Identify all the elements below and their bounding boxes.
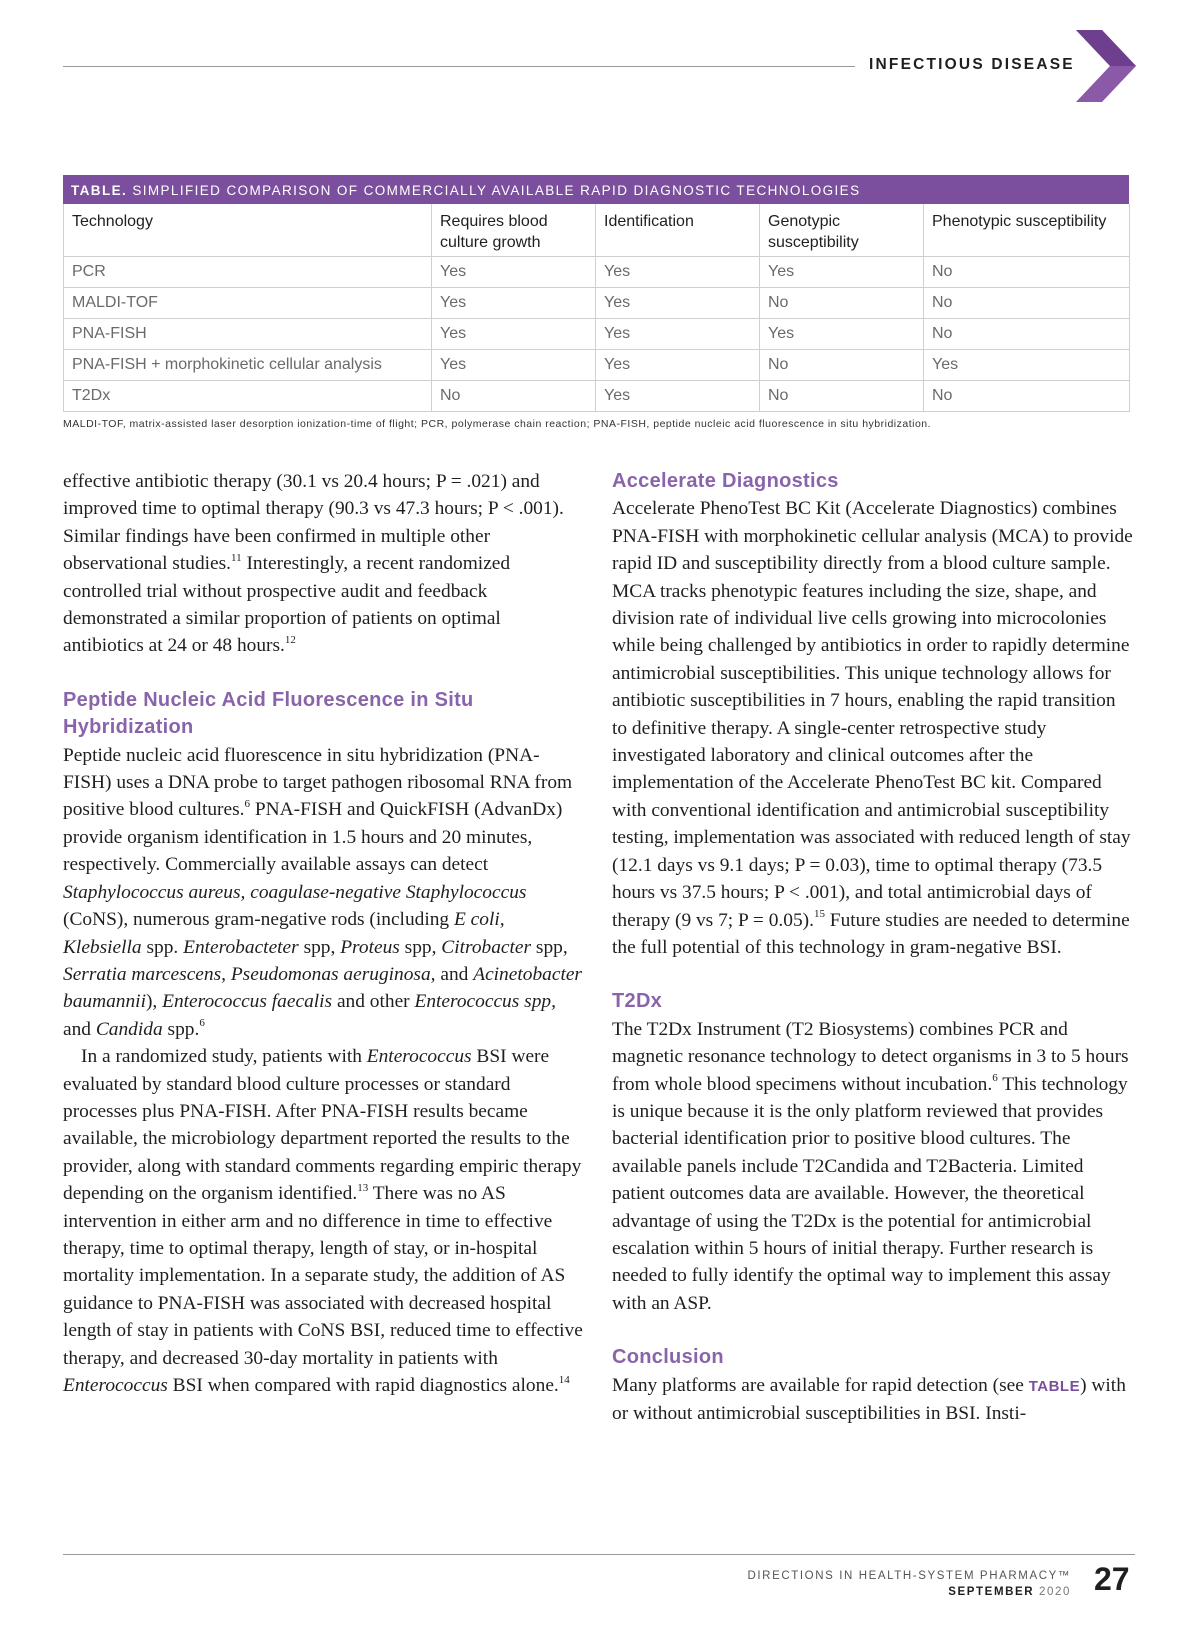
- text-run: PNA-FISH and QuickFISH (AdvanDx) provide organism identification in 1.5 hours and 20 minutes, respectively. Commercially available assays can detect: [63, 799, 563, 876]
- table-cell: No: [760, 380, 924, 411]
- paragraph: [63, 742, 583, 1043]
- table-cell: Yes: [432, 256, 596, 287]
- table-row: [64, 318, 1130, 349]
- text-run: In a randomized study, patients with: [81, 1046, 367, 1068]
- table-cell: MALDI-TOF: [64, 287, 432, 318]
- section-heading: T2Dx: [612, 990, 663, 1013]
- left-column: [63, 468, 583, 1399]
- table-cell: Yes: [596, 349, 760, 380]
- section-heading: Peptide Nucleic Acid Fluorescence in Situ Hybridization: [63, 688, 474, 739]
- text-run: and: [63, 1018, 96, 1040]
- publication-name: DIRECTIONS IN HEALTH-SYSTEM PHARMACY™: [747, 1570, 1071, 1582]
- table-cell: No: [924, 318, 1130, 349]
- italic-run: Serratia marcescens, Pseudomonas aeruginosa,: [63, 963, 436, 985]
- italic-run: Enterobacteter: [183, 936, 299, 958]
- italic-run: Enterococcus spp,: [414, 991, 556, 1013]
- text-run: effective antibiotic therapy (30.1 vs 20.4 hours; P = .021) and improved time to optimal therapy (90.3 vs 47.3 hours; P < .001). Similar findings have been confirmed in multiple other observational studies.: [63, 471, 564, 575]
- text-run: BSI were evaluated by standard blood culture processes or standard processes plus PNA-FISH. After PNA-FISH results became available, the microbiology department reported the results to the provider, along with standard comments regarding empiric therapy depending on the organism identified.: [63, 1046, 582, 1205]
- citation: 13: [357, 1181, 369, 1194]
- table-header-cell: Phenotypic susceptibility: [924, 204, 1130, 256]
- issue-year: 2020: [1039, 1586, 1071, 1598]
- text-run: and: [435, 963, 474, 985]
- italic-run: E coli, Klebsiella: [63, 909, 505, 958]
- table-cell: PNA-FISH: [64, 318, 432, 349]
- table-cell: No: [924, 256, 1130, 287]
- table-row: [64, 349, 1130, 380]
- table-cell: T2Dx: [64, 380, 432, 411]
- citation: 14: [558, 1373, 570, 1386]
- section-heading: Conclusion: [612, 1346, 724, 1369]
- table-cell: Yes: [760, 256, 924, 287]
- paragraph: [612, 495, 1134, 961]
- table-row: [64, 287, 1130, 318]
- citation: 6: [992, 1072, 998, 1085]
- text-run: and other: [332, 991, 415, 1013]
- paragraph: [612, 1016, 1134, 1317]
- table-header-row: [64, 204, 1130, 256]
- section-label: INFECTIOUS DISEASE: [869, 56, 1075, 73]
- table-cell: Yes: [596, 318, 760, 349]
- text-run: Many platforms are available for rapid detection (see: [612, 1374, 1029, 1396]
- text-run: BSI when compared with rapid diagnostics alone.: [167, 1375, 559, 1396]
- table-row: [64, 380, 1130, 411]
- italic-run: Enterococcus faecalis: [162, 991, 333, 1013]
- table-cell: Yes: [924, 349, 1130, 380]
- table-cell: No: [432, 380, 596, 411]
- table-cell: Yes: [596, 256, 760, 287]
- table-header-cell: Technology: [64, 204, 432, 256]
- italic-run: Staphylococcus aureus, coagulase-negative Staphylococcus: [63, 881, 527, 903]
- italic-run: Candida: [95, 1018, 163, 1040]
- footer-publication: [747, 1568, 1071, 1600]
- text-run: Accelerate PhenoTest BC Kit (Accelerate Diagnostics) combines PNA-FISH with morphokinetic cellular analysis (MCA) to provide rapid ID and susceptibility directly from a blood culture sample. MCA tracks phenotypic features including the size, shape, and division rate of individual live cells growing into microcolonies while being challenged by antibiotics in order to rapidly determine antimicrobial susceptibilities. This unique technology allows for antibiotic susceptibilities in 7 hours, enabling the rapid transition to definitive therapy. A single-center retrospective study investigated laboratory and clinical outcomes after the implementation of the Accelerate PhenoTest BC kit. Compared with conventional identification and antimicrobial susceptibility testing, implementation was associated with reduced length of stay (12.1 days vs 9.1 days; P = 0.03), time to optimal therapy (73.5 hours vs 37.5 hours; P < .001), and total antimicrobial days of therapy (9 vs 7; P = 0.05).: [612, 498, 1133, 931]
- text-run: spp.: [141, 936, 184, 958]
- table-header-cell: Requires blood culture growth: [432, 204, 596, 256]
- table-title-lead: TABLE.: [71, 183, 128, 198]
- paragraph: [63, 468, 583, 660]
- text-run: Interestingly, a recent randomized controlled trial without prospective audit and feedback demonstrated a similar proportion of patients on optimal antibiotics at 24 or 48 hours.: [63, 553, 511, 657]
- table-cell: No: [924, 380, 1130, 411]
- table-cell: PNA-FISH + morphokinetic cellular analysis: [64, 349, 432, 380]
- table-cell: Yes: [596, 380, 760, 411]
- text-run: spp,: [298, 936, 341, 958]
- text-run: Peptide nucleic acid fluorescence in situ hybridization (PNA-FISH) uses a DNA probe to target pathogen ribosomal RNA from positive blood cultures.: [63, 744, 573, 821]
- italic-run: Enterococcus: [366, 1046, 472, 1068]
- italic-run: Enterococcus: [63, 1375, 168, 1396]
- right-column: [612, 468, 1134, 1427]
- italic-run: Acinetobacter baumannii: [63, 963, 582, 1013]
- table-cell: No: [760, 349, 924, 380]
- citation: 12: [284, 633, 296, 646]
- table-row: [64, 256, 1130, 287]
- table-cell: Yes: [596, 287, 760, 318]
- citation: 6: [199, 1017, 205, 1030]
- text-run: The T2Dx Instrument (T2 Biosystems) combines PCR and magnetic resonance technology to detect organisms in 3 to 5 hours from whole blood specimens without incubation.: [612, 1018, 1129, 1095]
- table-cell: Yes: [432, 349, 596, 380]
- citation: 6: [244, 798, 250, 810]
- paragraph: [612, 1372, 1134, 1428]
- chevron-icon: [1076, 30, 1136, 102]
- table-cell: Yes: [432, 287, 596, 318]
- text-run: ),: [145, 991, 163, 1013]
- table-title: [63, 175, 1129, 204]
- text-run: Future studies are needed to determine the full potential of this technology in gram-negative BSI.: [612, 909, 1130, 958]
- table-cell: Yes: [760, 318, 924, 349]
- table-reference-link[interactable]: TABLE: [1028, 1377, 1081, 1395]
- text-run: spp.: [162, 1018, 200, 1040]
- text-run: ) with or without antimicrobial susceptibilities in BSI. Insti-: [612, 1374, 1126, 1424]
- footer-rule: [63, 1554, 1135, 1555]
- table-header-cell: Identification: [596, 204, 760, 256]
- italic-run: Proteus: [340, 936, 400, 958]
- table-cell: PCR: [64, 256, 432, 287]
- table-title-text: SIMPLIFIED COMPARISON OF COMMERCIALLY AVAILABLE RAPID DIAGNOSTIC TECHNOLOGIES: [132, 183, 861, 198]
- table-header-cell: Genotypic susceptibility: [760, 204, 924, 256]
- text-run: This technology is unique because it is the only platform reviewed that provides bacterial identification prior to positive blood cultures. The available panels include T2Candida and T2Bacteria. Limited patient outcomes data are available. However, the theoretical advantage of using the T2Dx is the potential for antimicrobial escalation within 5 hours of initial therapy. Further research is needed to fully identify the optimal way to implement this assay with an ASP.: [612, 1073, 1128, 1314]
- text-run: There was no AS intervention in either arm and no difference in time to effective therapy, time to optimal therapy, length of stay, or in-hospital mortality implementation. In a separate study, the addition of AS guidance to PNA-FISH was associated with decreased hospital length of stay in patients with CoNS BSI, reduced time to effective therapy, and decreased 30-day mortality in patients with: [63, 1183, 583, 1369]
- table-cell: Yes: [432, 318, 596, 349]
- table-grid: [63, 204, 1130, 412]
- citation: 15: [813, 908, 825, 921]
- paragraph: [63, 1043, 583, 1399]
- comparison-table: [63, 175, 1129, 430]
- section-heading: Accelerate Diagnostics: [612, 470, 839, 492]
- italic-run: Citrobacter: [441, 936, 532, 958]
- text-run: spp,: [531, 936, 568, 958]
- text-run: (CoNS), numerous gram-negative rods (including: [63, 909, 454, 931]
- issue-month: SEPTEMBER: [948, 1586, 1035, 1598]
- table-cell: No: [760, 287, 924, 318]
- text-run: spp,: [399, 936, 442, 958]
- header-rule: [63, 66, 855, 67]
- page-number: 27: [1094, 1561, 1130, 1597]
- citation: 11: [231, 551, 242, 564]
- table-footnote: MALDI-TOF, matrix-assisted laser desorption ionization-time of flight; PCR, polymerase chain reaction; PNA-FISH, peptide nucleic acid fluorescence in situ hybridization.: [63, 417, 932, 430]
- table-cell: No: [924, 287, 1130, 318]
